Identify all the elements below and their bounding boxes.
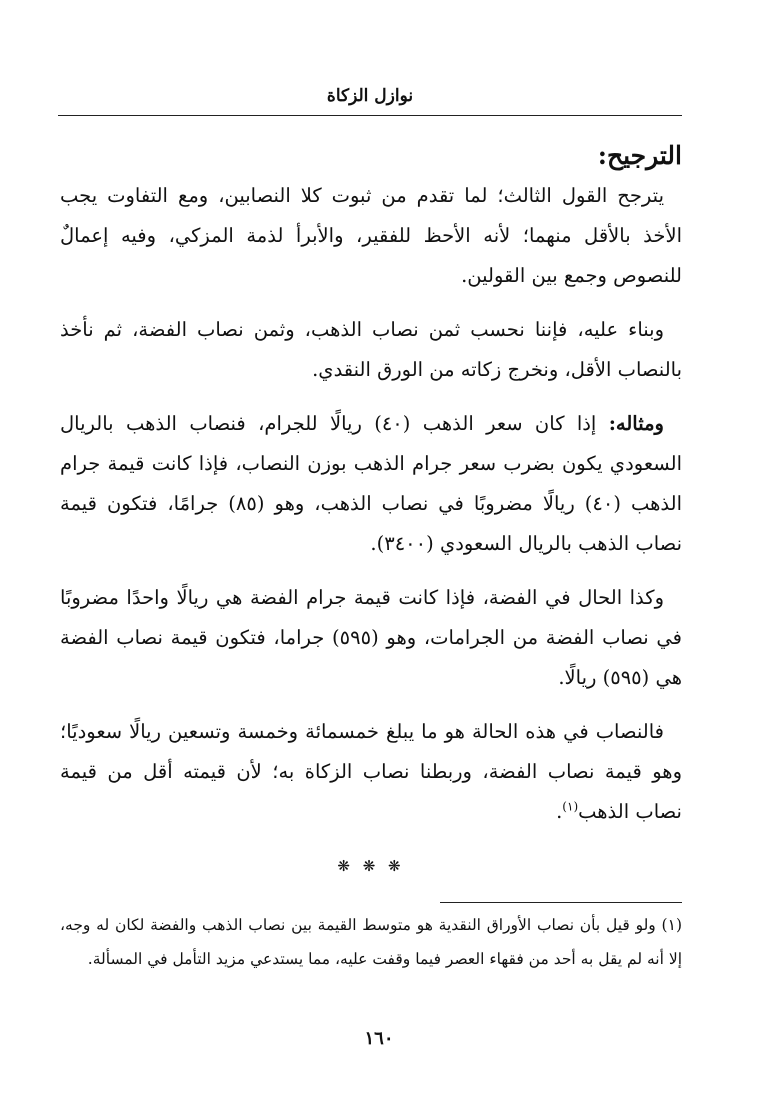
paragraph bbox=[60, 712, 682, 832]
paragraph bbox=[60, 310, 682, 390]
paragraph bbox=[60, 404, 682, 564]
section-heading: الترجيح: bbox=[597, 141, 682, 170]
paragraph-text: يترجح القول الثالث؛ لما تقدم من ثبوت كلا النصابين، ومع التفاوت يجب الأخذ بالأقل منهما؛ لأنه الأحظ للفقير، والأبرأ لذمة المزكي، وفيه إعمالٌ للنصوص وجمع بين القولين. bbox=[60, 184, 682, 287]
paragraph bbox=[60, 176, 682, 296]
paragraph-text: فالنصاب في هذه الحالة هو ما يبلغ خمسمائة وخمسة وتسعين ريالًا سعوديًا؛ وهو قيمة نصاب الفضة، وربطنا نصاب الزكاة به؛ لأن قيمته أقل من قيمة نصاب الذهب bbox=[60, 720, 682, 823]
page-number: ١٦٠ bbox=[364, 1028, 394, 1049]
footnote-rule bbox=[440, 902, 682, 903]
paragraph-text: وكذا الحال في الفضة، فإذا كانت قيمة جرام الفضة هي ريالًا واحدًا مضروبًا في نصاب الفضة من الجرامات، وهو (٥٩٥) جراما، فتكون قيمة نصاب الفضة هي (٥٩٥) ريالًا. bbox=[60, 586, 682, 689]
footnote: (١) ولو قيل بأن نصاب الأوراق النقدية هو متوسط القيمة بين نصاب الذهب والفضة لكان له وجه، إلا أنه لم يقل به أحد من فقهاء العصر فيما وقفت عليه، مما يستدعي مزيد التأمل في المسألة. bbox=[60, 916, 682, 968]
paragraph-text: إذا كان سعر الذهب (٤٠) ريالًا للجرام، فنصاب الذهب بالريال السعودي يكون بضرب سعر جرام الذهب بوزن النصاب، فإذا كانت قيمة جرام الذهب (٤٠) ريالًا مضروبًا في نصاب الذهب، وهو (٨٥) جرامًا، فتكون قيمة نصاب الذهب بالريال السعودي (٣٤٠٠). bbox=[60, 412, 682, 555]
main-text bbox=[60, 136, 682, 886]
paragraph bbox=[60, 578, 682, 698]
section-separator: ❋ ❋ ❋ bbox=[337, 857, 405, 875]
header-rule bbox=[58, 115, 682, 116]
paragraph-lead: ومثاله: bbox=[608, 412, 664, 435]
running-header: نوازل الزكاة bbox=[326, 86, 414, 106]
paragraph-text: وبناء عليه، فإننا نحسب ثمن نصاب الذهب، وثمن نصاب الفضة، ثم نأخذ بالنصاب الأقل، ونخرج زكاته من الورق النقدي. bbox=[60, 318, 682, 381]
paragraph-tail: . bbox=[556, 800, 563, 823]
footnote-reference: (١) bbox=[562, 799, 579, 814]
